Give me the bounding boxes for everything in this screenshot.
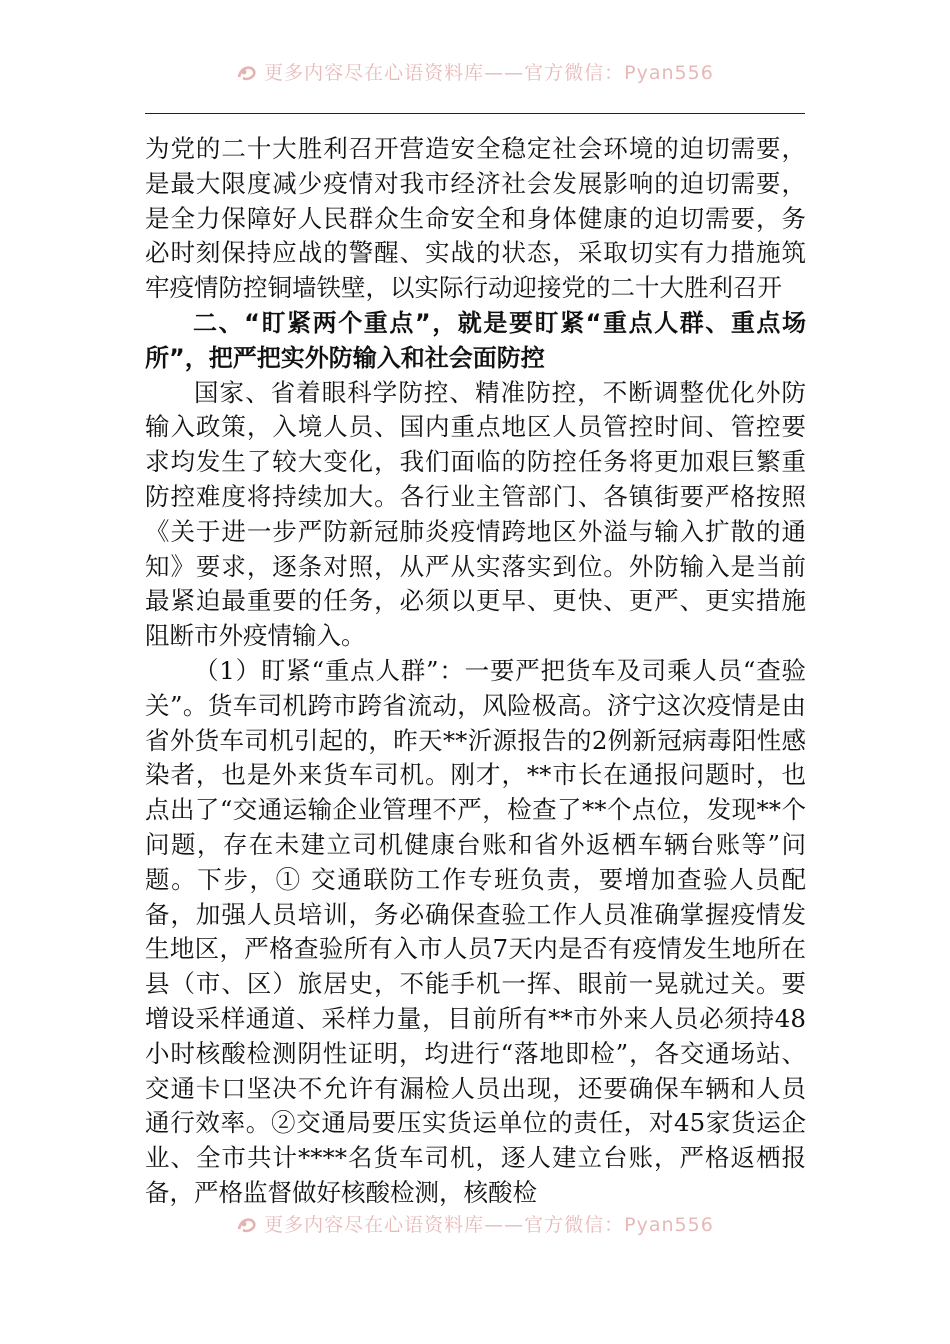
paragraph-policy: 国家、省着眼科学防控、精准防控，不断调整优化外防输入政策，入境人员、国内重点地区人员管控时间、管控要求均发生了较大变化，我们面临的防控任务将更加艰巨繁重防控难度将持续加大。各行业主管部门、各镇街要严格按照《关于进一步严防新冠肺炎疫情跨地区外溢与输入扩散的通知》要求，逐条对照，从严从实落实到位。外防输入是当前最紧迫最重要的任务，必须以更早、更快、更严、更实措施阻断市外疫情输入。	[145, 377, 806, 651]
watermark-text: 更多内容尽在心语资料库——官方微信：Pyan556	[264, 1214, 714, 1236]
paragraph-continuation: 为党的二十大胜利召开营造安全稳定社会环境的迫切需要，是最大限度减少疫情对我市经济社会发展影响的迫切需要，是全力保障好人民群众生命安全和身体健康的迫切需要，务必时刻保持应战的警醒、实战的状态，采取切实有力措施筑牢疫情防控铜墙铁壁，以实际行动迎接党的二十大胜利召开	[145, 134, 806, 303]
watermark-bottom	[0, 1210, 950, 1237]
watermark-text: 更多内容尽在心语资料库——官方微信：Pyan556	[264, 62, 714, 84]
brand-logo-icon	[236, 1215, 258, 1235]
brand-logo-icon	[236, 63, 258, 83]
document-body	[145, 132, 806, 1211]
paragraph-key-groups: （1）盯紧“重点人群”：一要严把货车及司乘人员“查验关”。货车司机跨市跨省流动，风险极高。济宁这次疫情是由省外货车司机引起的，昨天**沂源报告的2例新冠病毒阳性感染者，也是外来货车司机。刚才，**市长在通报问题时，也点出了“交通运输企业管理不严，检查了**个点位，发现**个问题，存在未建立司机健康台账和省外返栖车辆台账等”问题。下步，① 交通联防工作专班负责，要增加查验人员配备，加强人员培训，务必确保查验工作人员准确掌握疫情发生地区，严格查验所有入市人员7天内是否有疫情发生地所在县（市、区）旅居史，不能手机一挥、眼前一晃就过关。要增设采样通道、采样力量，目前所有**市外来人员必须持48小时核酸检测阴性证明，均进行“落地即检”，各交通场站、交通卡口坚决不允许有漏检人员出现，还要确保车辆和人员通行效率。②交通局要压实货运单位的责任，对45家货运企业、全市共计****名货车司机，逐人建立台账，严格返栖报备，严格监督做好核酸检测，核酸检	[145, 655, 806, 1207]
watermark-top	[0, 58, 950, 85]
section-heading-2: 二、“盯紧两个重点”，就是要盯紧“重点人群、重点场所”，把严把实外防输入和社会面防控	[145, 308, 806, 372]
header-divider	[145, 113, 805, 114]
